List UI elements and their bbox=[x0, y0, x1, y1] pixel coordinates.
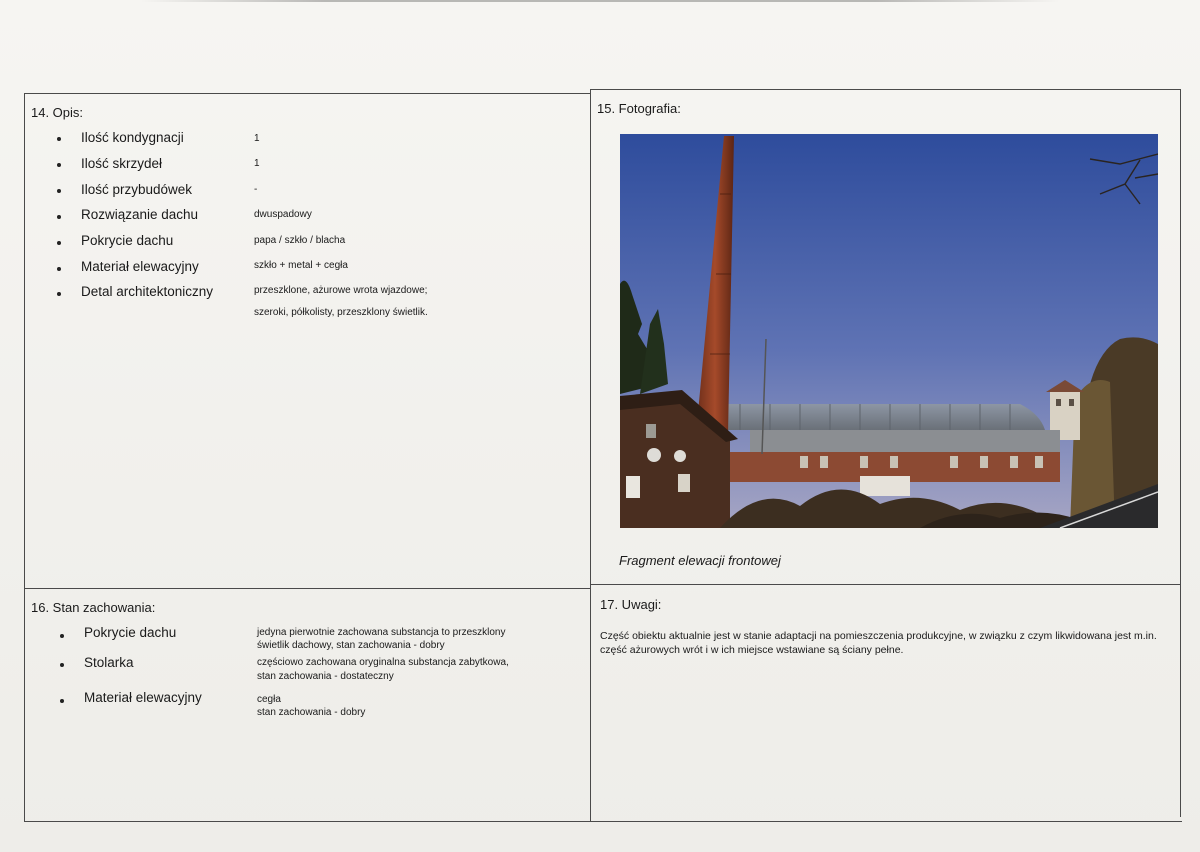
stan-value-pokrycie-line2: świetlik dachowy, stan zachowania - dobry bbox=[257, 640, 445, 651]
row-label-detal: Detal architektoniczny bbox=[81, 284, 214, 299]
row-value-rozwiazanie-dachu: dwuspadowy bbox=[254, 209, 312, 220]
row-value-kondygnacje: 1 bbox=[254, 133, 260, 144]
section-14-title: 14. Opis: bbox=[31, 105, 84, 120]
stan-value-stolarka-line1: częściowo zachowana oryginalna substancja zabytkowa, bbox=[257, 657, 509, 668]
row-label-kondygnacje: Ilość kondygnacji bbox=[81, 130, 184, 145]
stan-label-material: Materiał elewacyjny bbox=[84, 690, 202, 705]
frame-middle-left bbox=[24, 588, 590, 589]
stan-value-stolarka-line2: stan zachowania - dostateczny bbox=[257, 671, 394, 682]
stan-label-pokrycie: Pokrycie dachu bbox=[84, 625, 177, 640]
bullet bbox=[57, 163, 61, 167]
stan-label-stolarka: Stolarka bbox=[84, 655, 134, 670]
bullet bbox=[57, 292, 61, 296]
bullet bbox=[57, 215, 61, 219]
row-label-pokrycie-dachu: Pokrycie dachu bbox=[81, 233, 174, 248]
stan-value-pokrycie-line1: jedyna pierwotnie zachowana substancja to przeszklony bbox=[257, 627, 506, 638]
row-label-skrzydla: Ilość skrzydeł bbox=[81, 156, 163, 171]
bullet bbox=[57, 137, 61, 141]
section-17-title: 17. Uwagi: bbox=[600, 597, 662, 612]
bullet bbox=[57, 267, 61, 271]
frame-center bbox=[590, 89, 591, 821]
frame-right bbox=[1180, 89, 1181, 817]
building-photo bbox=[620, 134, 1158, 528]
bullet bbox=[60, 634, 64, 638]
row-value-detal: przeszklone, ażurowe wrota wjazdowe; bbox=[254, 285, 428, 296]
bullet bbox=[60, 663, 64, 667]
stan-value-material-line1: cegła bbox=[257, 694, 281, 705]
frame-top-right bbox=[590, 89, 1180, 90]
uwagi-text: Część obiektu aktualnie jest w stanie adaptacji na pomieszczenia produkcyjne, w związku z czym likwidowana jest m.in. część ażurowych wrót i w ich miejsce wstawiane są ściany pełne. bbox=[600, 630, 1157, 656]
scan-edge bbox=[140, 0, 1060, 2]
row-value-skrzydla: 1 bbox=[254, 158, 260, 169]
frame-top-left bbox=[24, 93, 590, 94]
stan-value-material-line2: stan zachowania - dobry bbox=[257, 707, 366, 718]
frame-left bbox=[24, 93, 25, 822]
row-label-przybudowki: Ilość przybudówek bbox=[81, 182, 193, 197]
section-16-title: 16. Stan zachowania: bbox=[31, 600, 156, 615]
photo-caption: Fragment elewacji frontowej bbox=[619, 553, 781, 568]
frame-middle-right bbox=[590, 584, 1181, 585]
bullet bbox=[60, 699, 64, 703]
row-value-material: szkło + metal + cegła bbox=[254, 260, 348, 271]
bullet bbox=[57, 241, 61, 245]
row-value-przybudowki: - bbox=[254, 184, 258, 195]
row-label-material: Materiał elewacyjny bbox=[81, 259, 199, 274]
frame-bottom bbox=[24, 821, 1182, 822]
section-15-title: 15. Fotografia: bbox=[597, 101, 681, 116]
bullet bbox=[57, 189, 61, 193]
row-label-rozwiazanie-dachu: Rozwiązanie dachu bbox=[81, 207, 199, 222]
row-value-pokrycie-dachu: papa / szkło / blacha bbox=[254, 235, 346, 246]
row-value-detal-continued: szeroki, półkolisty, przeszklony świetlik. bbox=[254, 307, 428, 318]
